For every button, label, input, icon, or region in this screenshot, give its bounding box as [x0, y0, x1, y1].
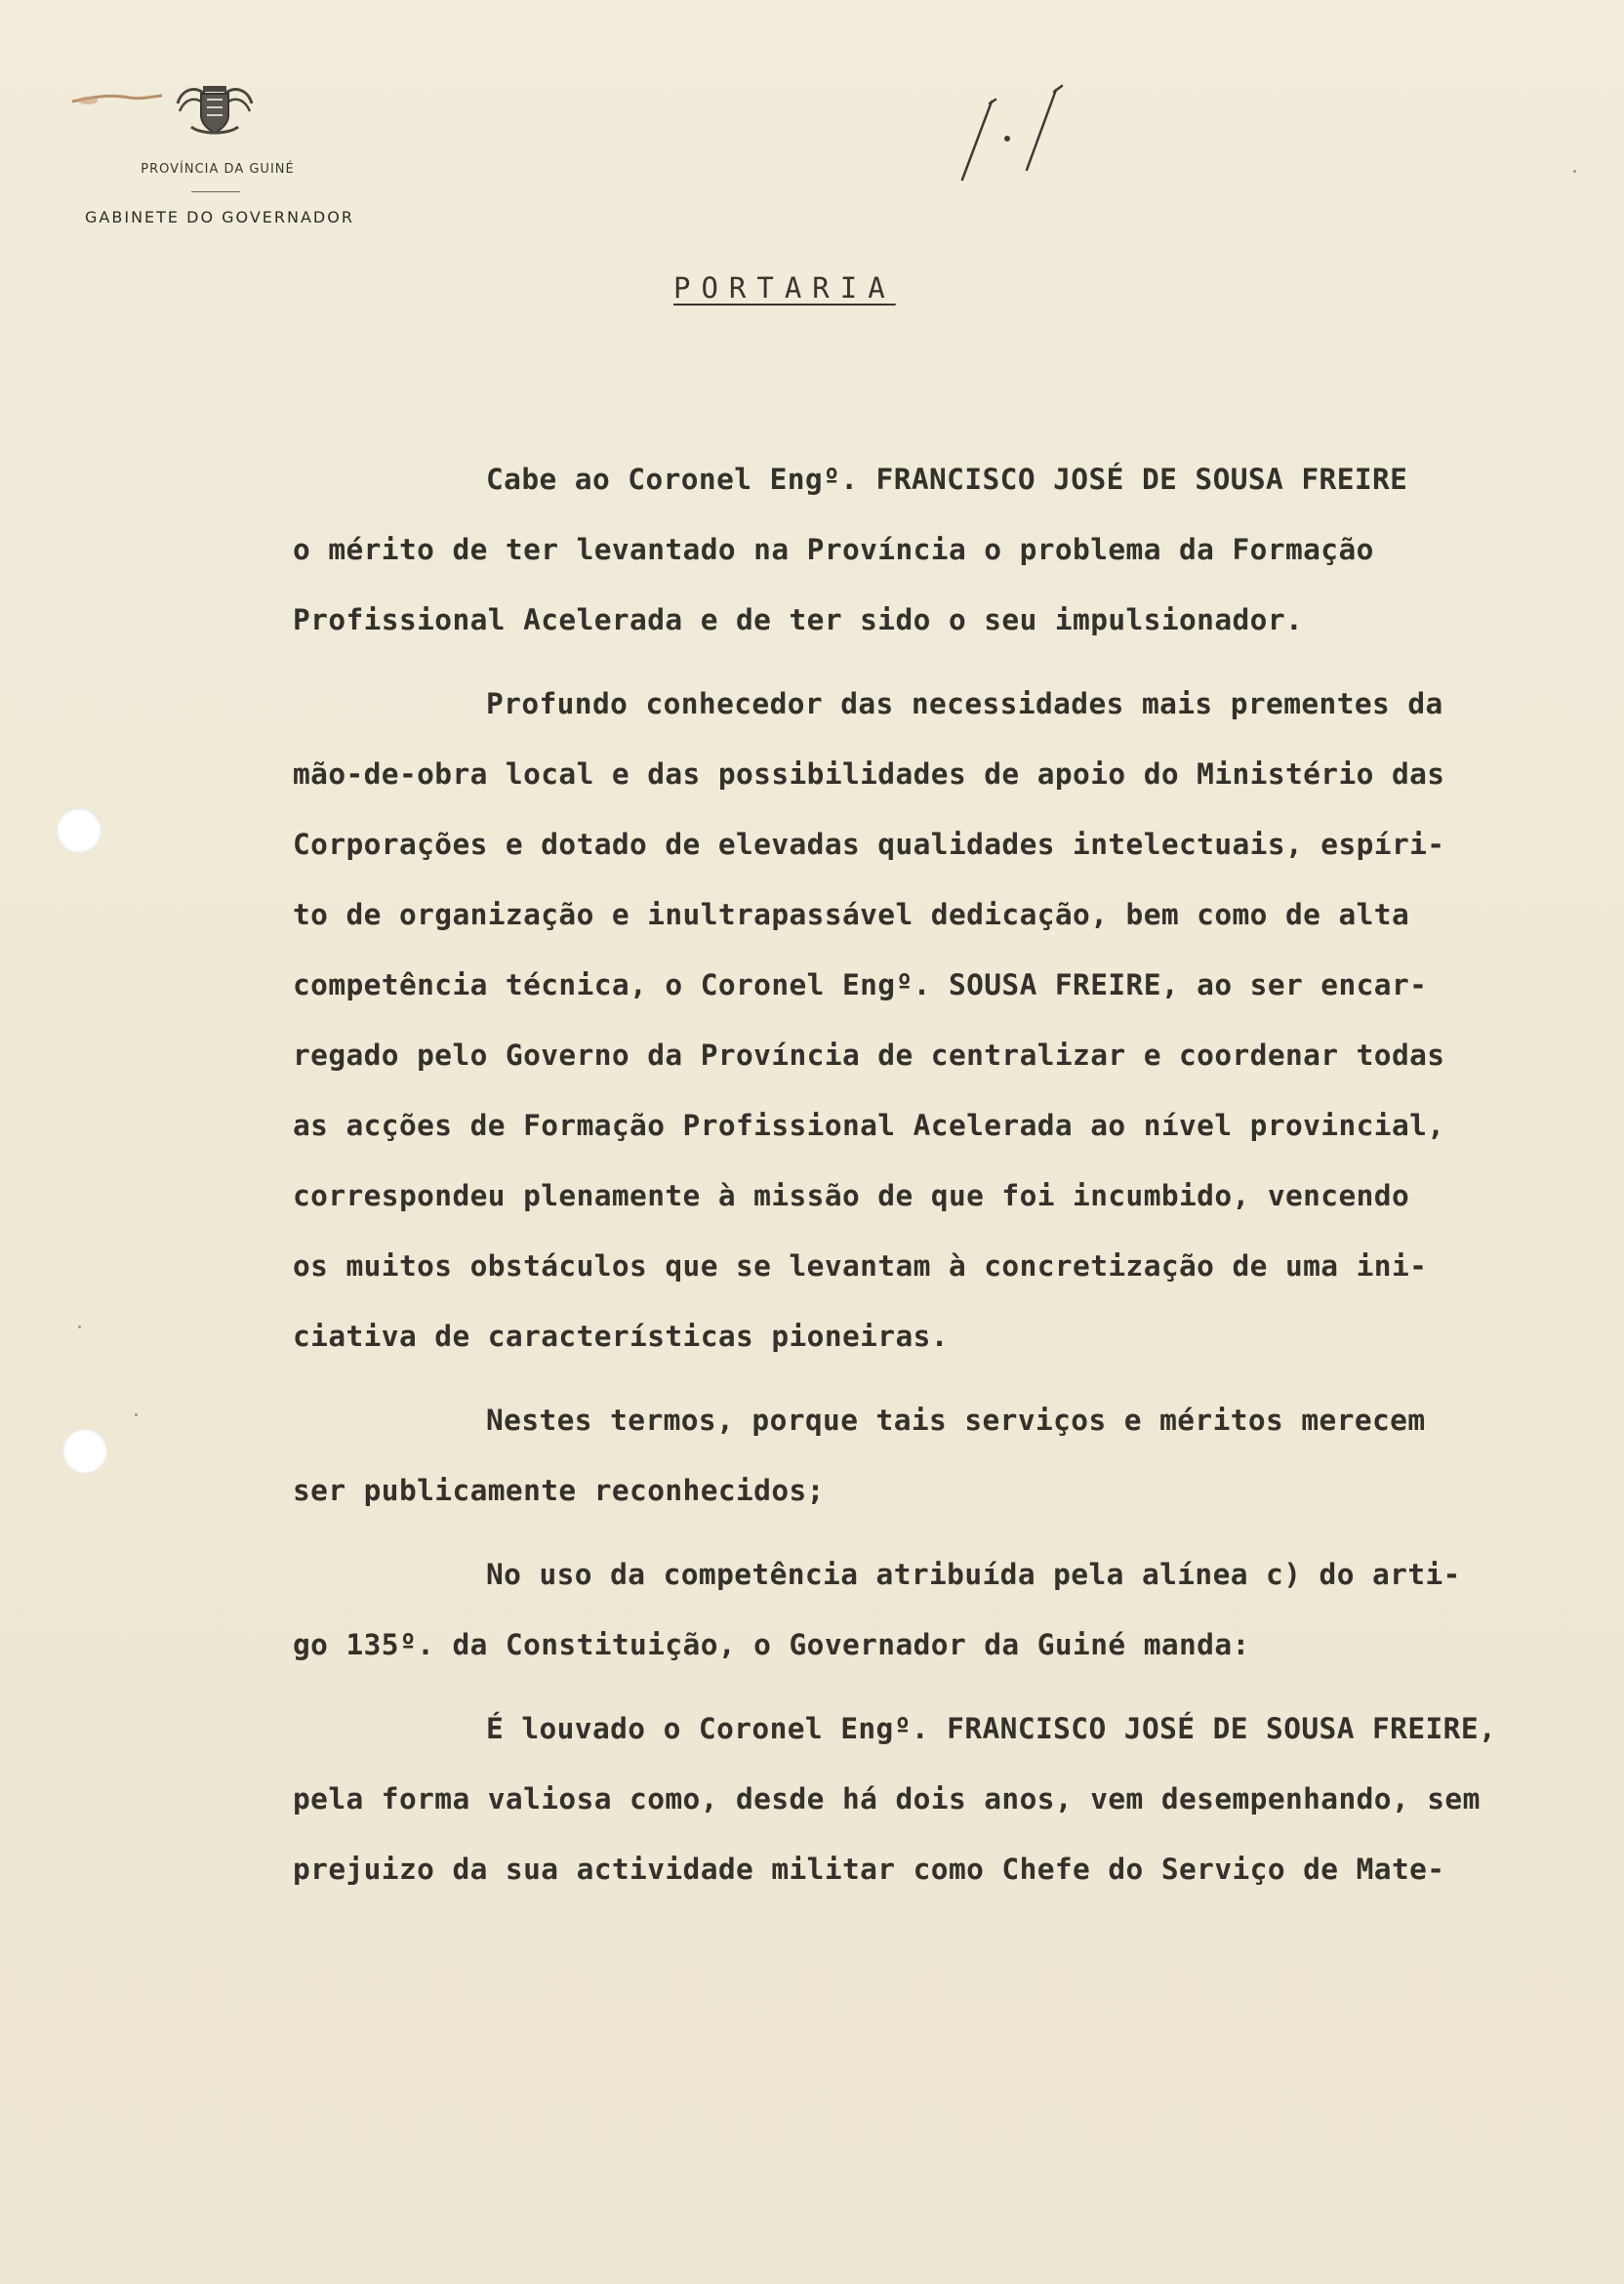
- text-line: to de organização e inultrapassável dedicação, bem como de alta: [293, 898, 1410, 931]
- letterhead-divider: [191, 191, 240, 192]
- text-line: É louvado o Coronel Engº. FRANCISCO JOSÉ DE SOUSA FREIRE,: [486, 1712, 1497, 1745]
- paper-speck: [1573, 170, 1576, 173]
- letterhead-province: PROVÍNCIA DA GUINÉ: [141, 162, 295, 177]
- text-line: competência técnica, o Coronel Engº. SOUSA FREIRE, ao ser encar-: [293, 968, 1428, 1001]
- paper-speck: [78, 1326, 81, 1328]
- staple-rust-mark: [70, 88, 164, 109]
- text-line: Nestes termos, porque tais serviços e méritos merecem: [486, 1404, 1426, 1437]
- text-line: correspondeu plenamente à missão de que foi incumbido, vencendo: [293, 1179, 1410, 1212]
- coat-of-arms-icon: [172, 76, 258, 141]
- text-line: Corporações e dotado de elevadas qualidades intelectuais, espíri-: [293, 828, 1445, 861]
- text-line: Cabe ao Coronel Engº. FRANCISCO JOSÉ DE SOUSA FREIRE: [486, 463, 1408, 496]
- document-title: PORTARIA: [673, 271, 896, 305]
- text-line: o mérito de ter levantado na Província o problema da Formação: [293, 533, 1374, 566]
- text-line: No uso da competência atribuída pela alínea c) do arti-: [486, 1558, 1461, 1591]
- handwritten-page-number: [956, 82, 1074, 189]
- text-line: Profissional Acelerada e de ter sido o seu impulsionador.: [293, 603, 1304, 636]
- text-line: ser publicamente reconhecidos;: [293, 1474, 825, 1507]
- text-line: go 135º. da Constituição, o Governador da Guiné manda:: [293, 1628, 1250, 1661]
- text-line: ciativa de características pioneiras.: [293, 1320, 949, 1353]
- text-line: as acções de Formação Profissional Acelerada ao nível provincial,: [293, 1109, 1445, 1142]
- punch-hole: [62, 1429, 107, 1474]
- text-line: os muitos obstáculos que se levantam à concretização de uma ini-: [293, 1249, 1428, 1283]
- text-line: prejuizo da sua actividade militar como Chefe do Serviço de Mate-: [293, 1853, 1445, 1886]
- document-body: [293, 444, 1596, 1904]
- text-line: mão-de-obra local e das possibilidades de apoio do Ministério das: [293, 757, 1445, 791]
- letterhead-office: GABINETE DO GOVERNADOR: [85, 208, 354, 226]
- paper-speck: [135, 1413, 138, 1416]
- text-line: Profundo conhecedor das necessidades mais prementes da: [486, 687, 1443, 720]
- text-line: pela forma valiosa como, desde há dois anos, vem desempenhando, sem: [293, 1782, 1481, 1815]
- text-line: regado pelo Governo da Província de centralizar e coordenar todas: [293, 1039, 1445, 1072]
- punch-hole: [57, 808, 102, 853]
